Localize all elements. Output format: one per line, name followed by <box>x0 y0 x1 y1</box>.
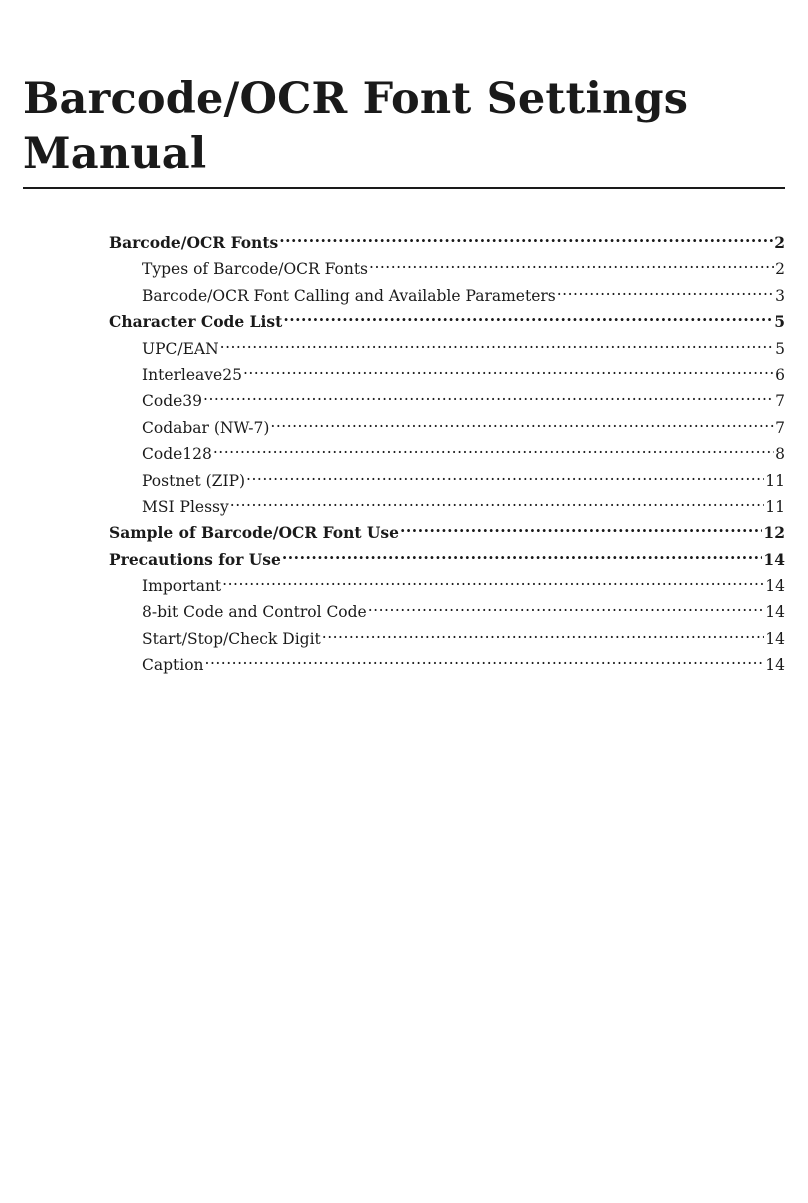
toc-section-entry[interactable] <box>109 547 785 573</box>
toc-subsection-entry[interactable] <box>109 256 785 282</box>
toc-page-number: 14 <box>765 629 785 648</box>
toc-page-number: 5 <box>775 339 785 358</box>
toc-dot-leader <box>243 366 774 380</box>
toc-page-number: 11 <box>765 471 785 490</box>
toc-page-number: 6 <box>775 365 785 384</box>
toc-page-number: 14 <box>765 656 785 675</box>
toc-entry-title: Codabar (NW-7) <box>142 418 270 437</box>
toc-page-number: 12 <box>763 523 785 543</box>
toc-dot-leader <box>205 656 765 670</box>
toc-entry-title: Start/Stop/Check Digit <box>142 629 321 648</box>
toc-page-number: 7 <box>775 392 785 411</box>
toc-dot-leader <box>322 630 764 644</box>
toc-dot-leader <box>282 551 763 565</box>
toc-entry-title: Sample of Barcode/OCR Font Use <box>109 523 400 543</box>
toc-subsection-entry[interactable] <box>109 336 785 362</box>
title-line-1: Barcode/OCR Font Settings <box>23 74 689 124</box>
toc-entry-title: Precautions for Use <box>109 549 281 569</box>
toc-dot-leader <box>222 577 764 591</box>
toc-dot-leader <box>220 340 774 354</box>
toc-subsection-entry[interactable] <box>109 415 785 441</box>
toc-entry-title: UPC/EAN <box>142 339 219 358</box>
toc-entry-title: Types of Barcode/OCR Fonts <box>142 260 369 279</box>
toc-section-entry[interactable] <box>109 520 785 546</box>
toc-dot-leader <box>283 313 773 327</box>
toc-dot-leader <box>279 234 773 248</box>
toc-subsection-entry[interactable] <box>109 494 785 520</box>
toc-entry-title: Code39 <box>142 392 203 411</box>
toc-page-number: 2 <box>774 233 785 252</box>
toc-subsection-entry[interactable] <box>109 283 785 309</box>
toc-subsection-entry[interactable] <box>109 652 785 678</box>
title-divider <box>23 187 785 189</box>
toc-subsection-entry[interactable] <box>109 441 785 467</box>
toc-entry-title: Barcode/OCR Fonts <box>109 233 279 252</box>
toc-page-number: 5 <box>774 312 785 332</box>
page-title <box>23 72 743 182</box>
table-of-contents <box>109 230 785 679</box>
toc-dot-leader <box>203 392 774 406</box>
toc-subsection-entry[interactable] <box>109 388 785 414</box>
toc-subsection-entry[interactable] <box>109 468 785 494</box>
toc-entry-title: 8-bit Code and Control Code <box>142 603 367 622</box>
title-line-2: Manual <box>23 129 207 179</box>
toc-subsection-entry[interactable] <box>109 599 785 625</box>
toc-dot-leader <box>230 498 765 512</box>
toc-page-number: 14 <box>765 603 785 622</box>
toc-dot-leader <box>246 472 764 486</box>
toc-page-number: 7 <box>775 418 785 437</box>
toc-section-entry[interactable] <box>109 309 785 335</box>
toc-dot-leader <box>557 287 774 301</box>
toc-page-number: 14 <box>765 577 785 596</box>
toc-subsection-entry[interactable] <box>109 626 785 652</box>
toc-page-number: 11 <box>765 497 785 516</box>
toc-entry-title: Code128 <box>142 445 212 464</box>
toc-page-number: 14 <box>763 549 785 569</box>
toc-entry-title: MSI Plessy <box>142 497 229 516</box>
toc-page-number: 8 <box>775 445 785 464</box>
toc-subsection-entry[interactable] <box>109 362 785 388</box>
toc-entry-title: Postnet (ZIP) <box>142 471 246 490</box>
toc-page-number: 3 <box>775 286 785 305</box>
toc-entry-title: Character Code List <box>109 312 283 332</box>
toc-dot-leader <box>400 524 762 538</box>
toc-dot-leader <box>369 260 774 274</box>
toc-dot-leader <box>213 445 774 459</box>
toc-dot-leader <box>368 603 765 617</box>
toc-entry-title: Barcode/OCR Font Calling and Available Parameters <box>142 286 556 305</box>
toc-dot-leader <box>270 419 774 433</box>
toc-entry-title: Caption <box>142 656 204 675</box>
toc-entry-title: Interleave25 <box>142 365 242 384</box>
toc-subsection-entry[interactable] <box>109 573 785 599</box>
toc-page-number: 2 <box>775 260 785 279</box>
toc-section-entry[interactable] <box>109 230 785 256</box>
toc-entry-title: Important <box>142 577 222 596</box>
